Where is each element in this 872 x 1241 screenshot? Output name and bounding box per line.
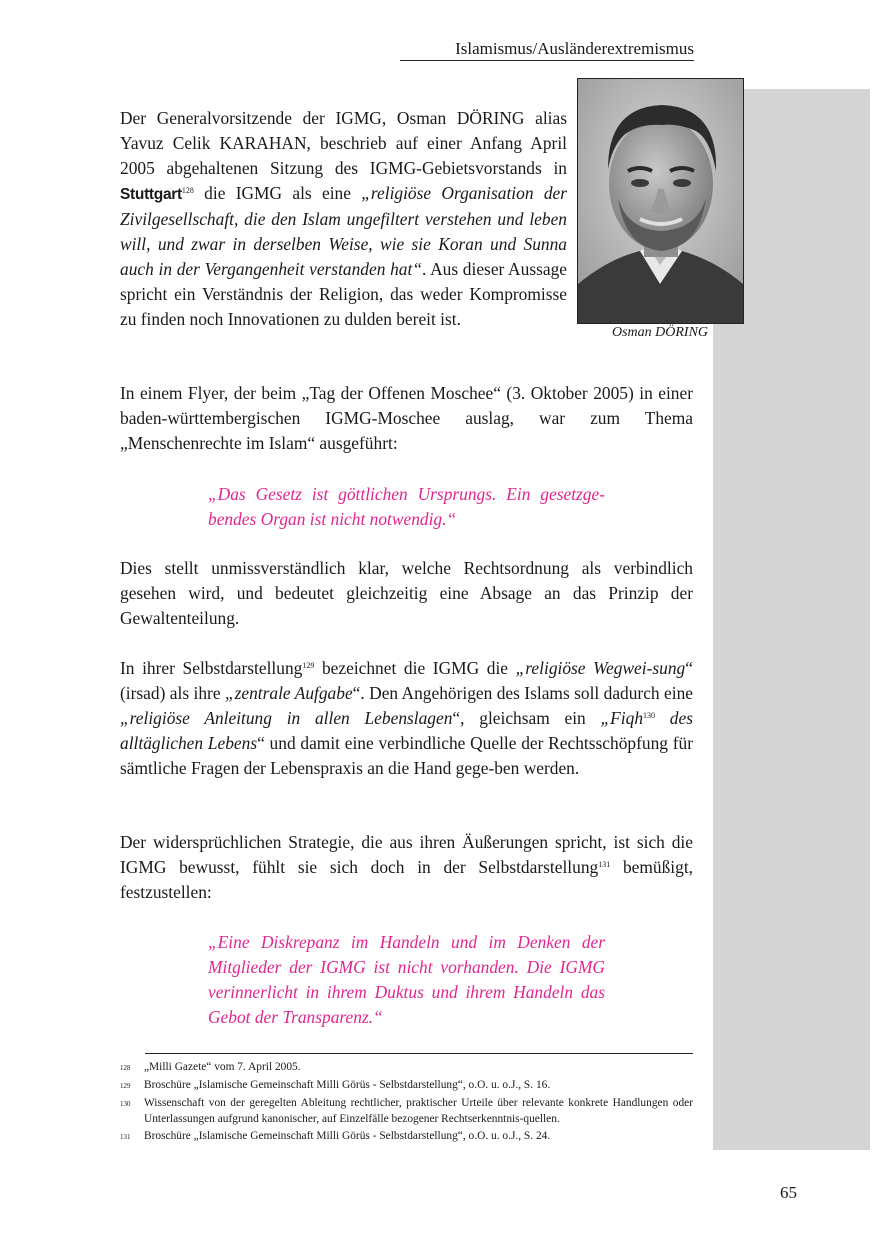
- p1-text-c: . Aus dieser Aussage spricht ein Verständnis der Religion, das weder Kompromisse zu finden noch Innovationen zu dulden bereit ist.: [120, 259, 567, 329]
- paragraph-2: In einem Flyer, der beim „Tag der Offenen Moschee“ (3. Oktober 2005) in einer baden-württembergischen IGMG-Moschee auslag, war zum Thema „Menschenrechte im Islam“ ausgeführt:: [120, 383, 693, 453]
- p4-text-e: “, gleichsam ein: [452, 708, 601, 728]
- page-number: 65: [780, 1183, 797, 1202]
- footnote-item: [120, 1095, 693, 1127]
- footnote-number: 130: [120, 1100, 131, 1108]
- running-header: Islamismus/Ausländerextremismus: [400, 38, 694, 61]
- paragraph-1: [120, 106, 567, 332]
- footnotes: [120, 1059, 693, 1146]
- portrait-photo: [577, 78, 744, 324]
- quote-1-line-1: „Das Gesetz ist göttlichen Ursprungs. Ein gesetzge-: [208, 484, 605, 504]
- p5-text-a: Der widersprüchlichen Strategie, die aus ihren Äußerungen spricht, ist sich die IGMG bewusst, fühlt sie sich doch in der Selbstdarstellung: [120, 832, 693, 877]
- footnote-ref-131: 131: [598, 860, 611, 869]
- portrait-illustration: [578, 79, 743, 323]
- quote-1-line-2: bendes Organ ist nicht notwendig.“: [208, 509, 457, 529]
- p4-italic-3: „religiöse Anleitung in allen Lebenslagen: [120, 708, 453, 728]
- p5-text-b: bemüßigt, festzustellen:: [120, 857, 694, 902]
- p1-quote: „religiöse Organisation der Zivilgesellschaft, die den Islam ungefiltert verstehen und leben will, und zwar in derselben Weise, wie sie Koran und Sunna auch in der Vergangenheit verstanden hat“: [120, 183, 567, 279]
- footnote-text: „Milli Gazete“ vom 7. April 2005.: [144, 1061, 301, 1073]
- p4-italic-5: des alltäglichen Lebens: [120, 708, 693, 753]
- quote-1: [208, 482, 605, 532]
- p4-text-c: “ (irsad) als ihre: [120, 658, 693, 703]
- p4-text-b: bezeichnet die IGMG die: [314, 658, 516, 678]
- photo-caption: Osman DÖRING: [611, 325, 709, 340]
- footnote-divider: [145, 1053, 693, 1054]
- footnote-ref-128: 128: [181, 186, 194, 195]
- footnote-ref-129: 129: [302, 661, 315, 670]
- paragraph-3: Dies stellt unmissverständlich klar, welche Rechtsordnung als verbindlich gesehen wird, und bedeutet gleichzeitig eine Absage an das Prinzip der Gewaltenteilung.: [120, 558, 693, 628]
- p1-text-b: die IGMG als eine: [193, 183, 362, 203]
- footnote-text: Wissenschaft von der geregelten Ableitung rechtlicher, praktischer Urteile über relevante konkrete Handlungen oder Unterlassungen aufgrund kanonischer, auf Einzelfälle bezogener Rechtserkenntnis-quellen.: [144, 1097, 693, 1125]
- p4-text-d: “. Den Angehörigen des Islams soll dadurch eine: [352, 683, 693, 703]
- place-name: Stuttgart: [120, 186, 182, 203]
- p4-text-a: In ihrer Selbstdarstellung: [120, 658, 303, 678]
- footnote-item: [120, 1128, 693, 1145]
- footnote-text: Broschüre „Islamische Gemeinschaft Milli Görüs - Selbstdarstellung“, o.O. u. o.J., S. 16.: [144, 1079, 551, 1091]
- p4-text-f: “ und damit eine verbindliche Quelle der Rechtsschöpfung für sämtliche Fragen der Lebenspraxis an die Hand gege-ben werden.: [120, 733, 693, 778]
- quote-2: „Eine Diskrepanz im Handeln und im Denken der Mitglieder der IGMG ist nicht vorhanden. Die IGMG verinnerlicht in ihrem Duktus und ihrem Handeln das Gebot der Transparenz.“: [208, 932, 605, 1027]
- p4-italic-4: „Fiqh: [600, 708, 644, 728]
- footnote-item: [120, 1059, 693, 1076]
- p1-text-a: Der Generalvorsitzende der IGMG, Osman DÖRING alias Yavuz Celik KARAHAN, beschrieb auf einer Anfang April 2005 abgehaltenen Sitzung des IGMG-Gebietsvorstands in: [120, 108, 567, 178]
- footnote-number: 129: [120, 1082, 131, 1090]
- footnote-item: [120, 1077, 693, 1094]
- paragraph-5: [120, 830, 693, 905]
- p4-italic-2: „zentrale Aufgabe: [224, 683, 353, 703]
- footnote-number: 131: [120, 1133, 131, 1141]
- footnote-ref-130: 130: [643, 711, 656, 720]
- paragraph-4: [120, 656, 693, 781]
- p4-italic-1: „religiöse Wegwei-sung: [515, 658, 686, 678]
- footnote-text: Broschüre „Islamische Gemeinschaft Milli Görüs - Selbstdarstellung“, o.O. u. o.J., S. 24.: [144, 1130, 551, 1142]
- footnote-number: 128: [120, 1064, 131, 1072]
